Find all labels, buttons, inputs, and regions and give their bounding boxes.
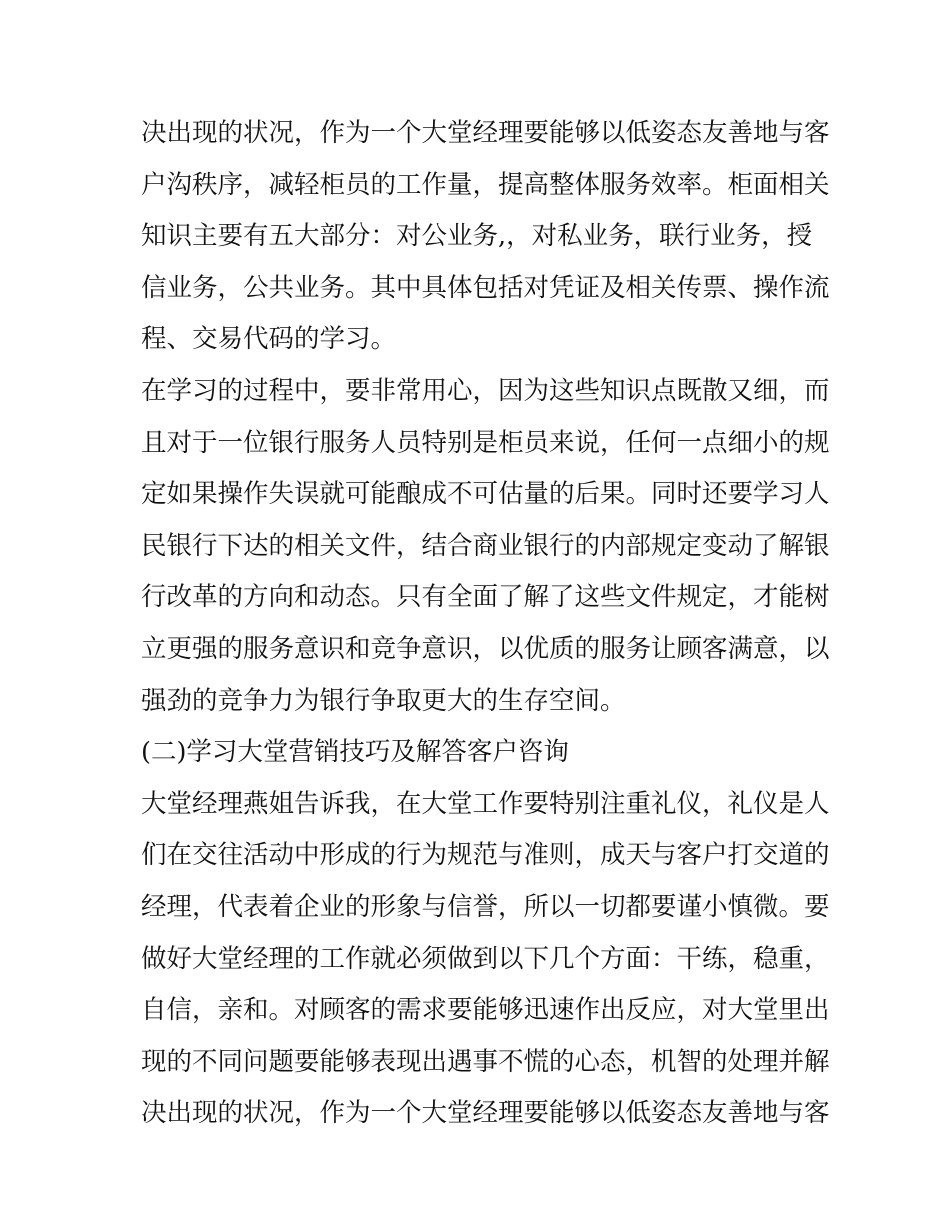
text-line: 做好大堂经理的工作就必须做到以下几个方面：干练，稳重， (141, 943, 830, 974)
text-line: 定如果操作失误就可能酿成不可估量的后果。同时还要学习人 (141, 479, 830, 510)
text-line: 知识主要有五大部分：对公业务,，对私业务，联行业务，授 (141, 221, 813, 252)
text-line: 且对于一位银行服务人员特别是柜员来说，任何一点细小的规 (141, 427, 830, 458)
text-line: 大堂经理燕姐告诉我，在大堂工作要特别注重礼仪，礼仪是人 (141, 788, 830, 819)
section-heading: (二)学习大堂营销技巧及解答客户咨询 (141, 737, 569, 768)
text-line: 户沟秩序，减轻柜员的工作量，提高整体服务效率。柜面相关 (141, 169, 830, 200)
text-line: 强劲的竞争力为银行争取更大的生存空间。 (141, 685, 626, 716)
text-line: 现的不同问题要能够表现出遇事不慌的心态，机智的处理并解 (141, 1046, 830, 1077)
text-line: 决出现的状况，作为一个大堂经理要能够以低姿态友善地与客 (141, 118, 830, 148)
text-line: 民银行下达的相关文件，结合商业银行的内部规定变动了解银 (141, 530, 830, 561)
text-line: 立更强的服务意识和竞争意识，以优质的服务让顾客满意，以 (141, 633, 830, 664)
text-line: 信业务，公共业务。其中具体包括对凭证及相关传票、操作流 (141, 272, 830, 303)
document-body (141, 108, 830, 1140)
text-line: 自信，亲和。对顾客的需求要能够迅速作出反应，对大堂里出 (141, 995, 830, 1026)
text-line: 们在交往活动中形成的行为规范与准则，成天与客户打交道的 (141, 840, 830, 871)
text-line: 程、交易代码的学习。 (141, 324, 397, 355)
text-line: 决出现的状况，作为一个大堂经理要能够以低姿态友善地与客 (141, 1098, 830, 1129)
text-line: 在学习的过程中，要非常用心，因为这些知识点既散又细，而 (141, 375, 830, 406)
text-line: 经理，代表着企业的形象与信誉，所以一切都要谨小慎微。要 (141, 891, 830, 922)
text-line: 行改革的方向和动态。只有全面了解了这些文件规定，才能树 (141, 582, 830, 613)
